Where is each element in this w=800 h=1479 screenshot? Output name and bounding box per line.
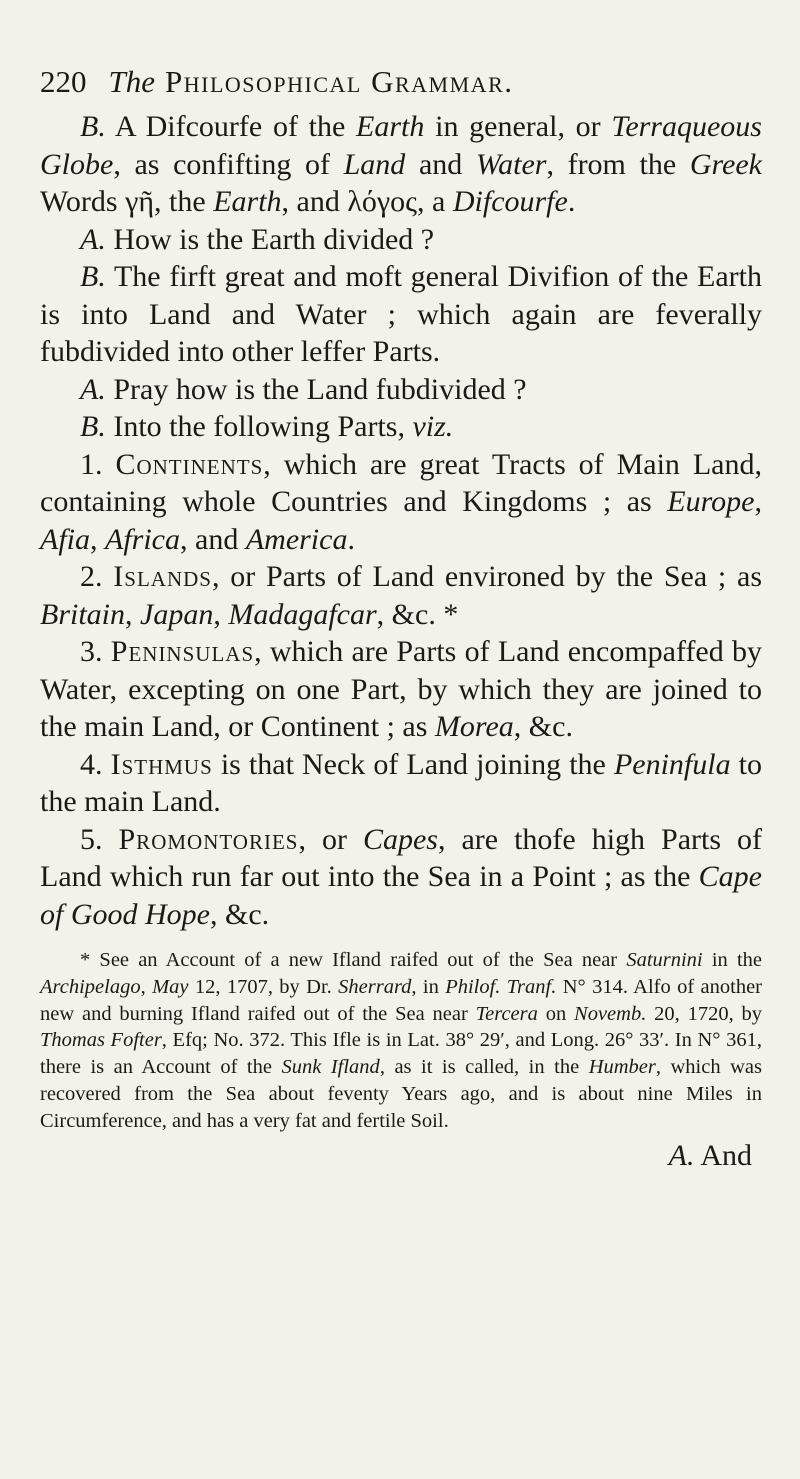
list-item-peninsulas: 3. Peninsulas, which are Parts of Land encompaffed by Water, excepting on one Part, by which they are joined to the main Land, or Continent ; as Morea, &c. bbox=[40, 635, 763, 743]
head-the: The bbox=[108, 64, 155, 99]
page-number: 220 bbox=[40, 64, 87, 99]
paragraph-a-question-2: A. Pray how is the Land fubdivided ? bbox=[80, 372, 527, 406]
running-title: Philosophical Grammar. bbox=[165, 64, 514, 99]
footnote: * See an Account of a new Ifland raifed out of the Sea near Saturnini in the Archipelago, May 12, 1707, by Dr. Sherrard, in Philof. Tranf. N° 314. Alfo of another new and burning Ifland raifed out of the Sea near Tercera on Novemb. 20, 1720, by Thomas Fofter, Efq; No. 372. This Ifle is in Lat. 38° 29′, and Long. 26° 33′. In N° 361, there is an Account of the Sunk Ifland, as it is called, in the Humber, which was recovered from the Sea about feventy Years ago, and is about nine Miles in Circumference, and has a very fat and fertile Soil. bbox=[40, 949, 763, 1132]
list-item-continents: 1. Continents, which are great Tracts of Main Land, containing whole Countries and Kingdoms ; as Europe, Afia, Africa, and America. bbox=[40, 447, 762, 556]
paragraph-b-definition: B. A Difcourfe of the Earth in general, or Terraqueous Globe, as confifting of Land and Water, from the Greek Words γῆ, the Earth, and λόγος, a Difcourfe. bbox=[40, 110, 762, 218]
paragraph-b-division: B. The firft great and moft general Divifion of the Earth is into Land and Water ; which again are feverally fubdivided into other leffer Parts. bbox=[40, 260, 762, 368]
catchword: A. And bbox=[668, 1138, 752, 1172]
list-item-isthmus: 4. Isthmus is that Neck of Land joining the Peninfula to the main Land. bbox=[40, 747, 763, 818]
running-head bbox=[40, 64, 762, 100]
paragraph-a-question: A. How is the Earth divided ? bbox=[80, 222, 435, 256]
list-item-promontories: 5. Promontories, or Capes, are thofe high Parts of Land which run far out into the Sea in a Point ; as the Cape of Good Hope, &c. bbox=[40, 822, 763, 931]
paragraph-b-parts: B. Into the following Parts, viz. bbox=[80, 410, 454, 443]
list-item-islands: 2. Islands, or Parts of Land environed by the Sea ; as Britain, Japan, Madagafcar, &c. * bbox=[40, 560, 763, 631]
